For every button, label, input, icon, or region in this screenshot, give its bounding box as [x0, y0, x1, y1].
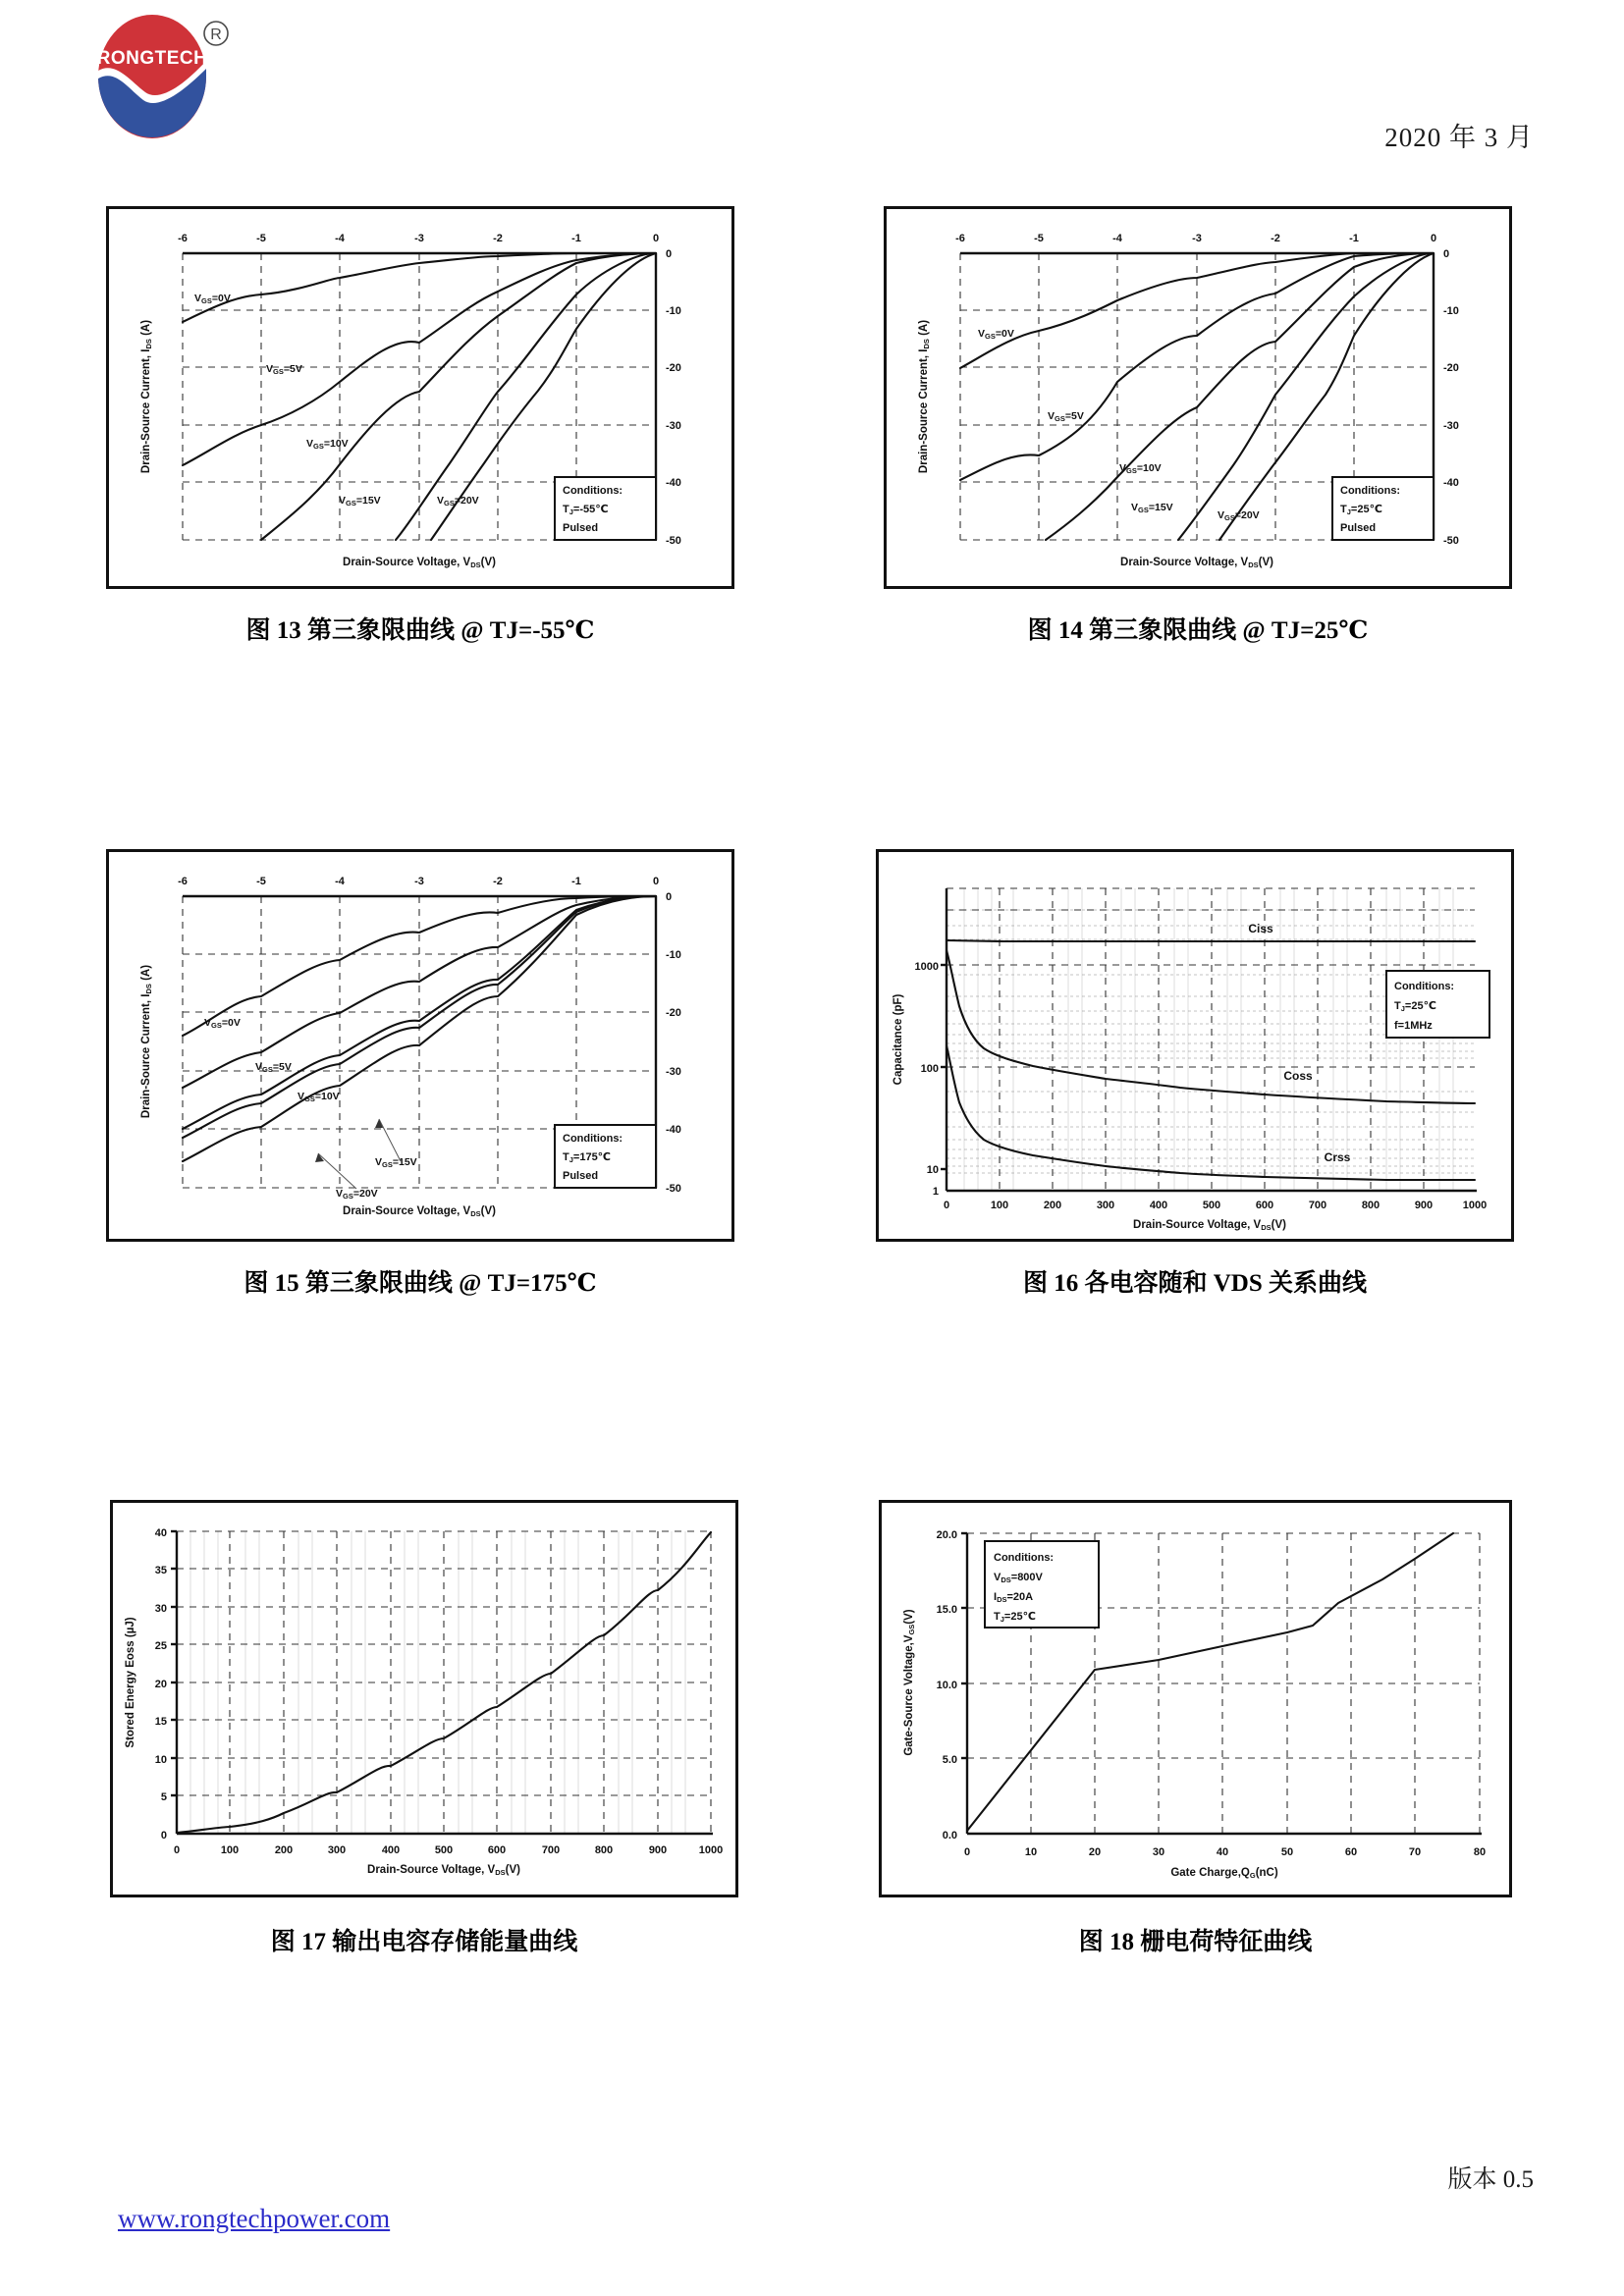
- svg-text:-1: -1: [571, 876, 581, 887]
- svg-text:Conditions:: Conditions:: [1340, 485, 1401, 497]
- conditions-box: [1386, 971, 1489, 1038]
- curve-crss: [947, 1045, 1475, 1180]
- label-vgs-10v: VGS=10V: [298, 1091, 340, 1103]
- figure-13: [106, 206, 734, 644]
- label-vgs-0v: VGS=0V: [204, 1017, 241, 1030]
- svg-text:-20: -20: [666, 362, 681, 374]
- svg-text:-2: -2: [493, 233, 503, 244]
- y-axis-title: Drain-Source Current, IDS (A): [140, 319, 153, 474]
- svg-text:R: R: [210, 27, 222, 43]
- pointer-to-20v: [318, 1153, 356, 1189]
- svg-text:-3: -3: [414, 233, 424, 244]
- figure-16: [876, 849, 1514, 1297]
- curve-ciss: [947, 940, 1475, 941]
- svg-text:-40: -40: [666, 477, 681, 489]
- svg-text:-1: -1: [571, 233, 581, 244]
- header-date: 2020 年 3 月: [1384, 123, 1534, 152]
- rongtech-logo: [86, 12, 239, 149]
- svg-text:-4: -4: [1112, 233, 1122, 244]
- label-vgs-0v: VGS=0V: [978, 328, 1014, 341]
- svg-text:-2: -2: [493, 876, 503, 887]
- svg-text:900: 900: [1414, 1200, 1434, 1211]
- svg-text:20: 20: [1088, 1846, 1102, 1858]
- svg-text:0: 0: [666, 891, 673, 903]
- conditions-box: [555, 477, 656, 540]
- svg-text:400: 400: [381, 1844, 401, 1856]
- x-axis-title: Drain-Source Voltage, VDS(V): [367, 1864, 520, 1877]
- label-coss: Coss: [1283, 1069, 1313, 1083]
- svg-text:1000: 1000: [914, 961, 939, 973]
- svg-text:500: 500: [1202, 1200, 1221, 1211]
- svg-text:200: 200: [274, 1844, 294, 1856]
- label-vgs-5v: VGS=5V: [1048, 410, 1084, 423]
- svg-text:-50: -50: [1443, 535, 1459, 547]
- svg-text:-30: -30: [666, 1066, 681, 1078]
- svg-text:100: 100: [220, 1844, 240, 1856]
- label-vgs-5v: VGS=5V: [266, 363, 302, 376]
- figure-18-caption: 图 18 栅电荷特征曲线: [1078, 1929, 1313, 1955]
- label-vgs-10v: VGS=10V: [306, 438, 349, 451]
- svg-text:0: 0: [173, 1844, 181, 1856]
- svg-text:Conditions:: Conditions:: [563, 485, 623, 497]
- figure-17: [110, 1500, 738, 1955]
- conditions-box: [985, 1541, 1099, 1628]
- svg-text:-4: -4: [335, 876, 345, 887]
- svg-text:800: 800: [1361, 1200, 1380, 1211]
- conditions-box: [1332, 477, 1434, 540]
- svg-text:1000: 1000: [698, 1844, 724, 1856]
- svg-text:-3: -3: [414, 876, 424, 887]
- svg-text:70: 70: [1408, 1846, 1422, 1858]
- svg-text:TJ=25℃: TJ=25℃: [1394, 1000, 1436, 1013]
- x-axis-title: Gate Charge,QG(nC): [1170, 1867, 1278, 1880]
- logo-wordmark: RONGTECH: [96, 48, 208, 69]
- svg-text:35: 35: [154, 1565, 167, 1576]
- svg-text:40: 40: [154, 1527, 167, 1539]
- label-vgs-15v: VGS=15V: [339, 495, 381, 507]
- figure-15-chart: [106, 849, 734, 1242]
- svg-text:-6: -6: [178, 876, 188, 887]
- svg-text:10: 10: [926, 1164, 939, 1176]
- svg-text:-2: -2: [1271, 233, 1280, 244]
- svg-text:0: 0: [652, 233, 660, 244]
- svg-text:900: 900: [648, 1844, 668, 1856]
- label-vgs-10v: VGS=10V: [1119, 462, 1162, 475]
- svg-text:-5: -5: [256, 876, 266, 887]
- svg-text:-30: -30: [666, 420, 681, 432]
- svg-text:-1: -1: [1349, 233, 1359, 244]
- svg-text:f=1MHz: f=1MHz: [1394, 1020, 1433, 1032]
- svg-text:-10: -10: [666, 305, 681, 317]
- label-vgs-5v: VGS=5V: [255, 1061, 292, 1074]
- figure-16-caption: 图 16 各电容随和 VDS 关系曲线: [1022, 1270, 1367, 1297]
- svg-text:25: 25: [154, 1640, 167, 1652]
- figure-13-caption: 图 13 第三象限曲线 @ TJ=-55℃: [245, 617, 595, 644]
- svg-text:400: 400: [1149, 1200, 1168, 1211]
- label-vgs-20v: VGS=20V: [336, 1188, 378, 1201]
- svg-text:0: 0: [160, 1830, 167, 1842]
- svg-text:15.0: 15.0: [936, 1604, 957, 1616]
- svg-text:TJ=25℃: TJ=25℃: [994, 1611, 1036, 1624]
- svg-text:Conditions:: Conditions:: [994, 1552, 1055, 1564]
- svg-text:TJ=-55℃: TJ=-55℃: [563, 504, 609, 516]
- figure-15: [106, 849, 734, 1297]
- svg-text:700: 700: [1308, 1200, 1327, 1211]
- svg-text:-50: -50: [666, 535, 681, 547]
- svg-text:-3: -3: [1192, 233, 1202, 244]
- svg-text:0.0: 0.0: [942, 1830, 957, 1842]
- svg-text:-10: -10: [666, 949, 681, 961]
- y-axis-title: Drain-Source Current, IDS (A): [918, 319, 931, 474]
- logo-mark-icon: [86, 12, 239, 149]
- svg-text:30: 30: [1152, 1846, 1165, 1858]
- svg-text:0: 0: [1430, 233, 1437, 244]
- svg-text:100: 100: [920, 1063, 939, 1075]
- x-axis-title: Drain-Source Voltage, VDS(V): [1133, 1219, 1286, 1232]
- svg-text:0: 0: [666, 248, 673, 260]
- y-axis-title: Stored Energy Eoss (µJ): [125, 1617, 136, 1748]
- svg-text:-50: -50: [666, 1183, 681, 1195]
- svg-text:15: 15: [154, 1716, 167, 1728]
- svg-text:5.0: 5.0: [942, 1754, 957, 1766]
- svg-text:-20: -20: [666, 1007, 681, 1019]
- label-vgs-20v: VGS=20V: [437, 495, 479, 507]
- label-crss: Crss: [1324, 1150, 1351, 1164]
- svg-text:30: 30: [154, 1603, 167, 1615]
- figure-17-caption: 图 17 输出电容存储能量曲线: [270, 1929, 578, 1955]
- figure-16-chart: [876, 849, 1514, 1242]
- svg-text:0: 0: [943, 1200, 950, 1211]
- svg-text:Conditions:: Conditions:: [563, 1133, 623, 1145]
- svg-text:-4: -4: [335, 233, 345, 244]
- pointer-to-15v: [379, 1119, 401, 1161]
- svg-text:20.0: 20.0: [936, 1529, 957, 1541]
- svg-text:-5: -5: [1034, 233, 1044, 244]
- version-label: 版本 0.5: [1447, 2166, 1534, 2193]
- figure-15-caption: 图 15 第三象限曲线 @ TJ=175℃: [244, 1270, 597, 1297]
- svg-text:TJ=175℃: TJ=175℃: [563, 1151, 612, 1164]
- svg-text:600: 600: [1255, 1200, 1274, 1211]
- figure-17-chart: [110, 1500, 738, 1897]
- svg-text:1000: 1000: [1462, 1200, 1488, 1211]
- conditions-box: [555, 1125, 656, 1188]
- svg-text:40: 40: [1216, 1846, 1229, 1858]
- label-vgs-15v: VGS=15V: [1131, 502, 1173, 514]
- svg-text:0: 0: [963, 1846, 971, 1858]
- svg-text:20: 20: [154, 1679, 167, 1690]
- svg-text:-30: -30: [1443, 420, 1459, 432]
- svg-text:10.0: 10.0: [936, 1680, 957, 1691]
- svg-text:-6: -6: [178, 233, 188, 244]
- y-axis-title: Capacitance (pF): [893, 993, 904, 1086]
- website-link[interactable]: www.rongtechpower.com: [118, 2204, 391, 2233]
- figure-18-chart: [879, 1500, 1512, 1897]
- svg-text:0: 0: [1443, 248, 1450, 260]
- svg-text:TJ=25℃: TJ=25℃: [1340, 504, 1382, 516]
- svg-text:800: 800: [594, 1844, 614, 1856]
- figure-18: [879, 1500, 1512, 1955]
- svg-text:-20: -20: [1443, 362, 1459, 374]
- svg-text:-40: -40: [666, 1124, 681, 1136]
- svg-text:10: 10: [154, 1754, 167, 1766]
- svg-text:IDS=20A: IDS=20A: [994, 1591, 1034, 1604]
- svg-text:100: 100: [990, 1200, 1009, 1211]
- svg-text:300: 300: [327, 1844, 347, 1856]
- svg-text:1: 1: [932, 1186, 939, 1198]
- svg-text:5: 5: [160, 1791, 167, 1803]
- x-axis-title: Drain-Source Voltage, VDS(V): [343, 557, 496, 569]
- label-vgs-15v: VGS=15V: [375, 1156, 417, 1169]
- y-axis-title: Gate-Source Voltage,VGS(V): [903, 1609, 916, 1756]
- svg-text:Pulsed: Pulsed: [563, 1170, 599, 1182]
- svg-text:200: 200: [1043, 1200, 1062, 1211]
- svg-text:-6: -6: [955, 233, 965, 244]
- svg-text:60: 60: [1344, 1846, 1358, 1858]
- label-ciss: Ciss: [1248, 922, 1273, 935]
- svg-text:Pulsed: Pulsed: [563, 522, 599, 534]
- svg-text:-10: -10: [1443, 305, 1459, 317]
- label-vgs-20v: VGS=20V: [1218, 509, 1260, 522]
- figure-14: [884, 206, 1512, 644]
- svg-text:10: 10: [1024, 1846, 1038, 1858]
- svg-text:700: 700: [541, 1844, 561, 1856]
- svg-text:Conditions:: Conditions:: [1394, 981, 1455, 992]
- svg-text:500: 500: [434, 1844, 454, 1856]
- svg-text:Pulsed: Pulsed: [1340, 522, 1377, 534]
- y-axis-title: Drain-Source Current, IDS (A): [140, 964, 153, 1119]
- x-axis-title: Drain-Source Voltage, VDS(V): [1120, 557, 1273, 569]
- svg-text:600: 600: [487, 1844, 507, 1856]
- svg-text:0: 0: [652, 876, 660, 887]
- svg-text:80: 80: [1473, 1846, 1487, 1858]
- x-axis-title: Drain-Source Voltage, VDS(V): [343, 1205, 496, 1218]
- figure-13-chart: [106, 206, 734, 589]
- label-vgs-0v: VGS=0V: [194, 293, 231, 305]
- figure-14-caption: 图 14 第三象限曲线 @ TJ=25℃: [1027, 617, 1369, 644]
- svg-text:-40: -40: [1443, 477, 1459, 489]
- svg-text:VDS=800V: VDS=800V: [994, 1572, 1043, 1584]
- svg-text:50: 50: [1280, 1846, 1294, 1858]
- svg-text:-5: -5: [256, 233, 266, 244]
- figure-14-chart: [884, 206, 1512, 589]
- svg-text:300: 300: [1096, 1200, 1115, 1211]
